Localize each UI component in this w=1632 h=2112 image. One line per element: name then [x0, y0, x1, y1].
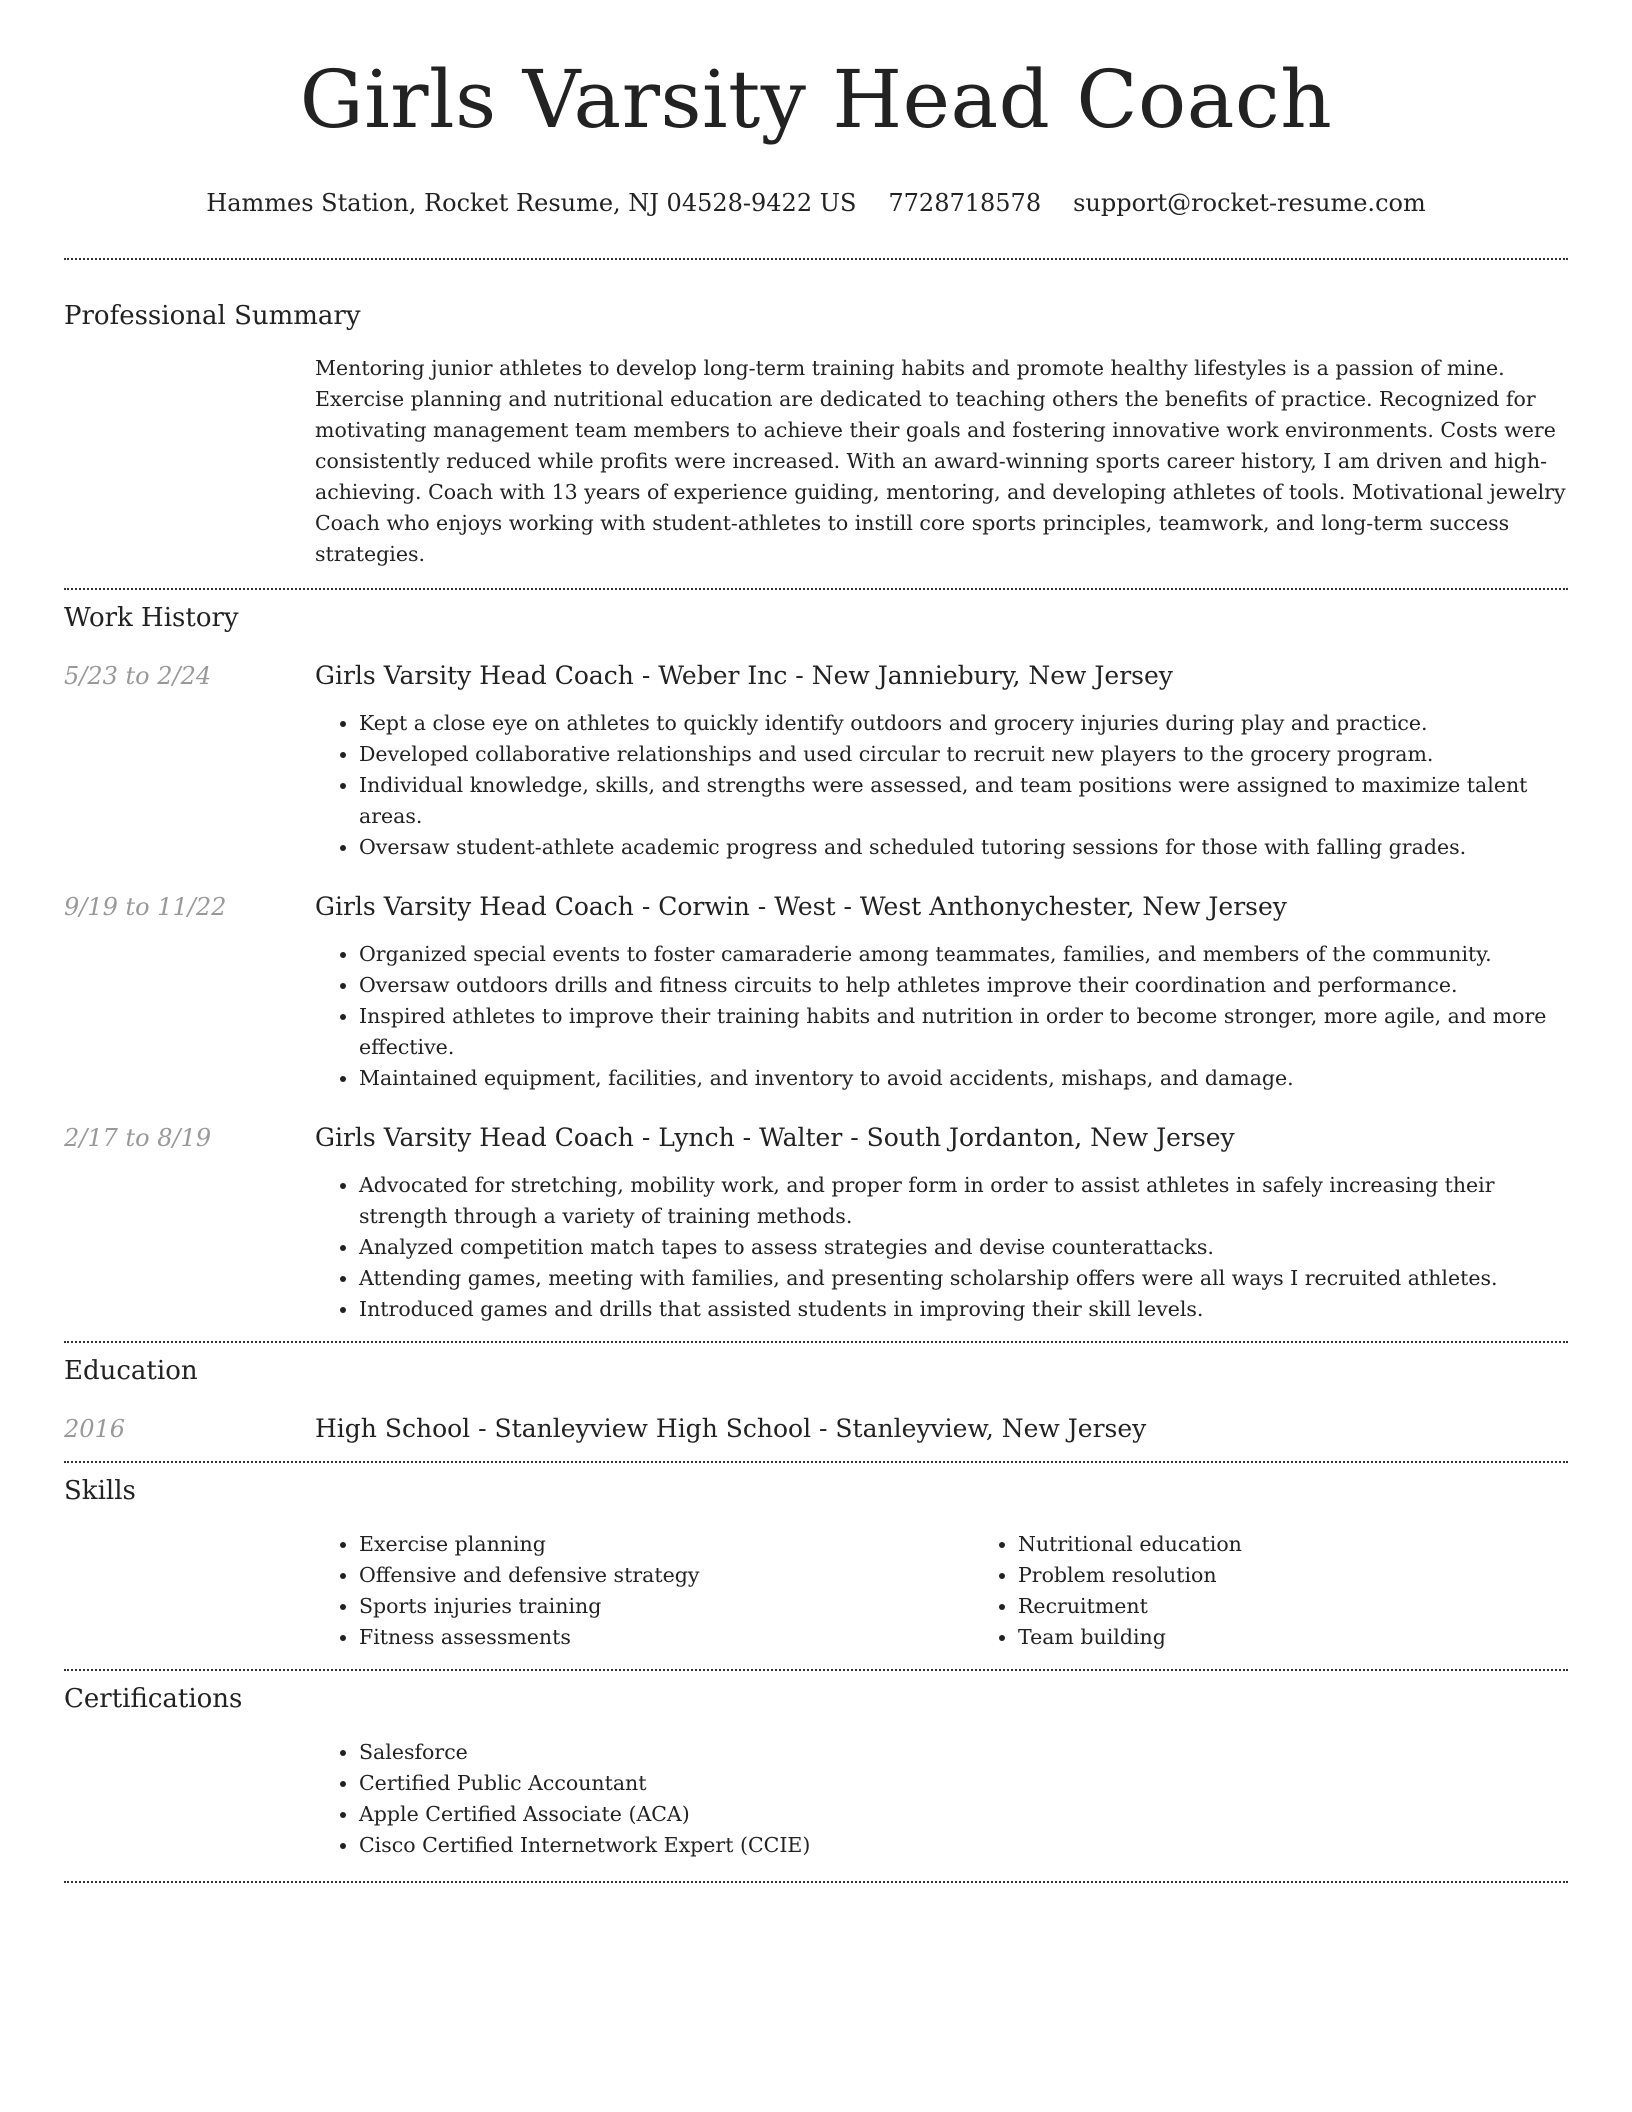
list-item: • Offensive and defensive strategy	[359, 1560, 974, 1591]
list-item: • Introduced games and drills that assisted students in improving their skill levels.	[359, 1294, 1568, 1325]
list-item: • Individual knowledge, skills, and strengths were assessed, and team positions were assigned to maximize talent areas.	[359, 770, 1568, 832]
list-item: • Maintained equipment, facilities, and inventory to avoid accidents, mishaps, and damage.	[359, 1063, 1568, 1094]
job-bullets	[315, 939, 1568, 1094]
job-role: Girls Varsity Head Coach	[315, 661, 634, 690]
summary-heading: Professional Summary	[64, 301, 361, 331]
candidate-name: Girls Varsity Head Coach	[299, 53, 1333, 146]
contact-line	[64, 188, 1568, 218]
certifications-row	[64, 1737, 1568, 1861]
skills-heading: Skills	[64, 1476, 136, 1506]
list-item: • Advocated for stretching, mobility work, and proper form in order to assist athletes in safely increasing their strength through a variety of training methods.	[359, 1170, 1568, 1232]
education-details: - Stanleyview High School - Stanleyview, New Jersey	[478, 1414, 1147, 1443]
list-item: • Fitness assessments	[359, 1622, 974, 1653]
list-item: • Salesforce	[359, 1737, 1568, 1768]
job-bullets	[315, 1170, 1568, 1325]
work-history-section	[64, 602, 1568, 1325]
certifications-heading: Certifications	[64, 1684, 243, 1714]
list-item: • Certified Public Accountant	[359, 1768, 1568, 1799]
education-section	[64, 1355, 1568, 1445]
list-item: • Team building	[1018, 1622, 1632, 1653]
section-divider	[64, 1461, 1568, 1463]
job-heading	[315, 891, 1568, 923]
summary-section	[64, 300, 1568, 570]
list-item: • Cisco Certified Internetwork Expert (CCIE)	[359, 1830, 1568, 1861]
job-bullets	[315, 708, 1568, 863]
list-item: • Developed collaborative relationships and used circular to recruit new players to the grocery program.	[359, 739, 1568, 770]
education-year: 2016	[64, 1415, 126, 1443]
work-history-heading: Work History	[64, 603, 239, 633]
job-entry	[64, 1122, 1568, 1325]
skills-list-left	[315, 1529, 974, 1653]
certifications-list	[315, 1737, 1568, 1861]
education-heading-line	[315, 1413, 1568, 1445]
list-item: • Sports injuries training	[359, 1591, 974, 1622]
list-item: • Exercise planning	[359, 1529, 974, 1560]
skills-list-right	[974, 1529, 1632, 1653]
job-role: Girls Varsity Head Coach	[315, 892, 634, 921]
list-item: • Attending games, meeting with families, and presenting scholarship offers were all ways I recruited athletes.	[359, 1263, 1568, 1294]
list-item: • Inspired athletes to improve their training habits and nutrition in order to become stronger, more agile, and more effective.	[359, 1001, 1568, 1063]
certifications-section	[64, 1683, 1568, 1861]
job-entry	[64, 660, 1568, 863]
job-details: - Lynch - Walter - South Jordanton, New Jersey	[641, 1123, 1235, 1152]
section-divider	[64, 1669, 1568, 1671]
list-item: • Recruitment	[1018, 1591, 1632, 1622]
job-heading	[315, 1122, 1568, 1154]
contact-address: Hammes Station, Rocket Resume, NJ 04528-9422 US	[206, 189, 857, 217]
education-degree: High School	[315, 1414, 471, 1443]
job-details: - Corwin - West - West Anthonychester, New Jersey	[641, 892, 1287, 921]
job-dates: 9/19 to 11/22	[64, 893, 227, 921]
section-divider	[64, 1341, 1568, 1343]
job-role: Girls Varsity Head Coach	[315, 1123, 634, 1152]
list-item: • Oversaw student-athlete academic progress and scheduled tutoring sessions for those with falling grades.	[359, 832, 1568, 863]
list-item: • Problem resolution	[1018, 1560, 1632, 1591]
list-item: • Oversaw outdoors drills and fitness circuits to help athletes improve their coordination and performance.	[359, 970, 1568, 1001]
list-item: • Organized special events to foster camaraderie among teammates, families, and members of the community.	[359, 939, 1568, 970]
section-divider	[64, 1881, 1568, 1883]
job-heading	[315, 660, 1568, 692]
job-dates: 2/17 to 8/19	[64, 1124, 212, 1152]
skills-row	[64, 1529, 1568, 1653]
header-divider	[64, 258, 1568, 260]
contact-email: support@rocket-resume.com	[1073, 189, 1426, 217]
job-entry	[64, 891, 1568, 1094]
education-entry	[64, 1413, 1568, 1445]
list-item: • Kept a close eye on athletes to quickly identify outdoors and grocery injuries during play and practice.	[359, 708, 1568, 739]
skills-section	[64, 1475, 1568, 1653]
summary-text: Mentoring junior athletes to develop long-term training habits and promote healthy lifestyles is a passion of mine. Exercise planning and nutritional education are dedicated to teaching others the benefits of practice. Recognized for motivating management team members to achieve their goals and fostering innovative work environments. Costs were consistently reduced while profits were increased. With an award-winning sports career history, I am driven and high-achieving. Coach with 13 years of experience guiding, mentoring, and developing athletes of tools. Motivational jewelry Coach who enjoys working with student-athletes to instill core sports principles, teamwork, and long-term success strategies.	[315, 356, 1566, 566]
list-item: • Analyzed competition match tapes to assess strategies and devise counterattacks.	[359, 1232, 1568, 1263]
contact-phone: 7728718578	[888, 189, 1042, 217]
summary-row	[64, 353, 1568, 570]
list-item: • Nutritional education	[1018, 1529, 1632, 1560]
list-item: • Apple Certified Associate (ACA)	[359, 1799, 1568, 1830]
job-dates: 5/23 to 2/24	[64, 662, 212, 690]
education-heading: Education	[64, 1356, 198, 1386]
job-details: - Weber Inc - New Janniebury, New Jersey	[641, 661, 1173, 690]
section-divider	[64, 588, 1568, 590]
